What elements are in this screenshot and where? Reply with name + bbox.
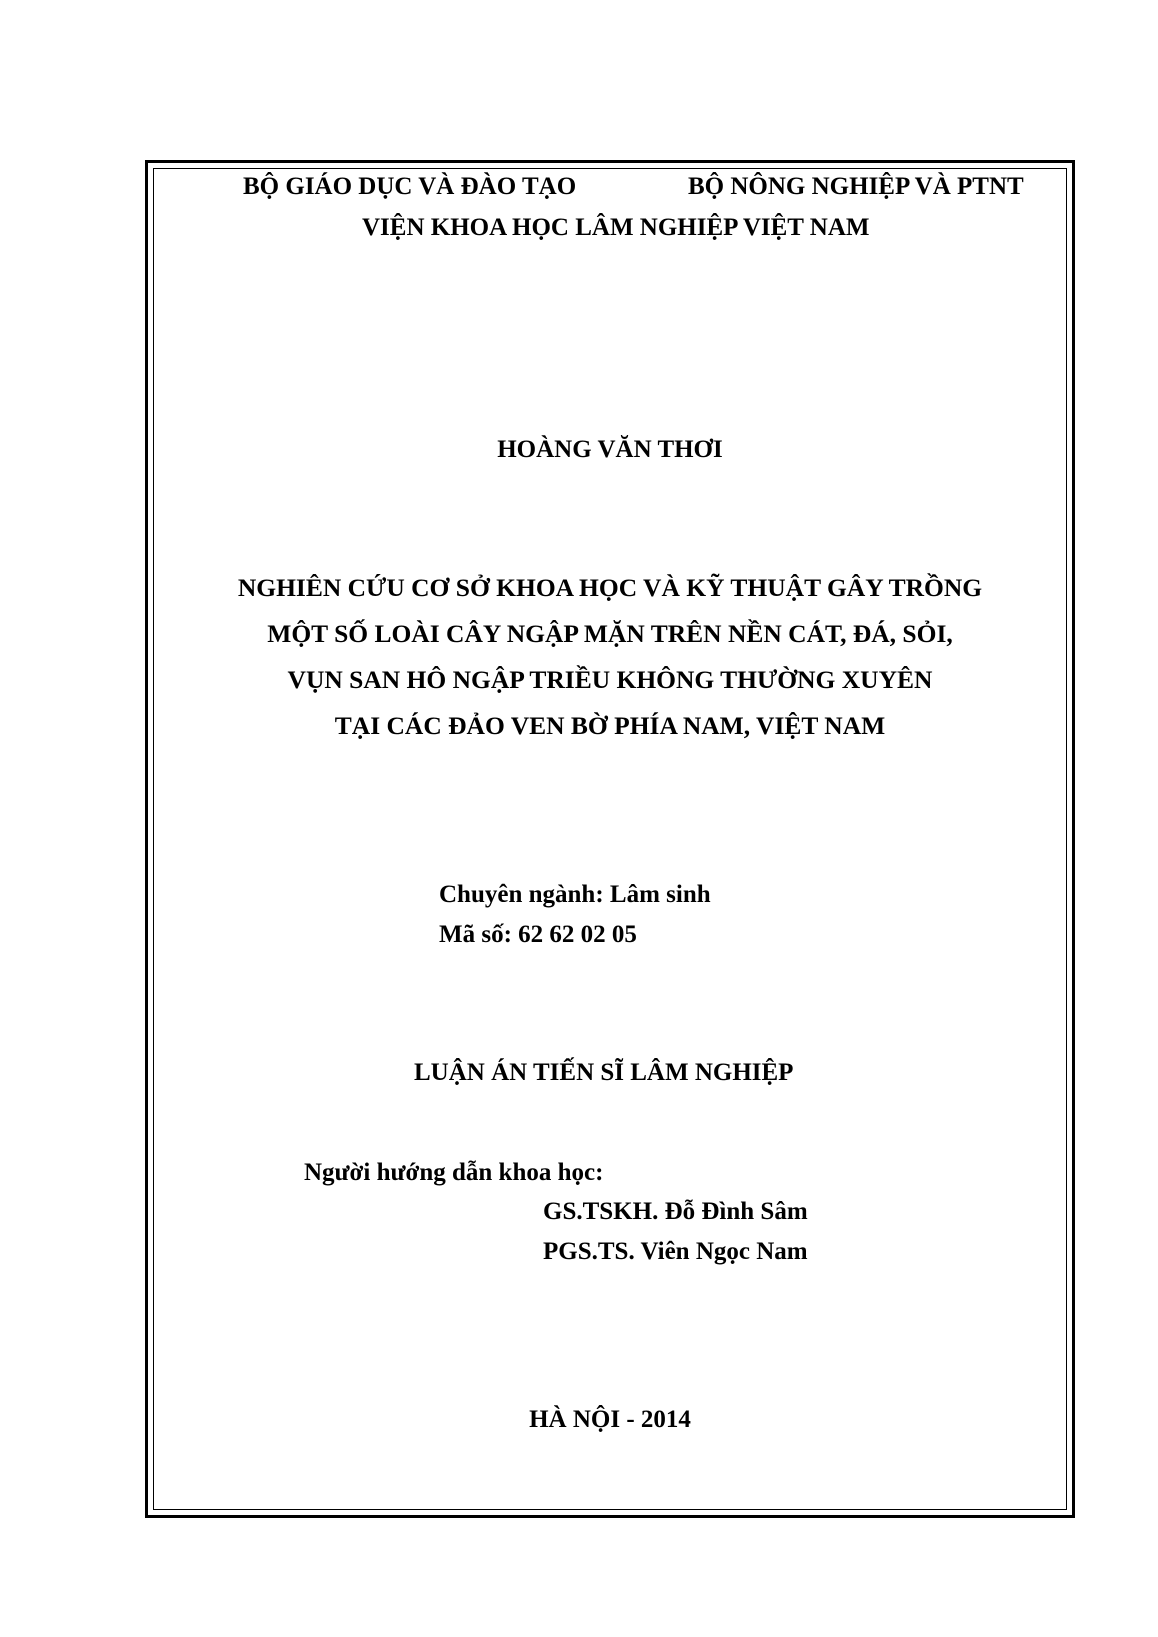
degree-title: LUẬN ÁN TIẾN SĨ LÂM NGHIỆP xyxy=(414,1059,794,1086)
thesis-title-line-2: MỘT SỐ LOÀI CÂY NGẬP MẶN TRÊN NỀN CÁT, ĐÁ, SỎI, xyxy=(267,619,953,648)
institute-name: VIỆN KHOA HỌC LÂM NGHIỆP VIỆT NAM xyxy=(362,214,870,241)
page-border-inner xyxy=(153,168,1067,1510)
supervisor-1: GS.TSKH. Đỗ Đình Sâm xyxy=(543,1198,808,1225)
specialization: Chuyên ngành: Lâm sinh xyxy=(439,881,711,908)
supervisor-2: PGS.TS. Viên Ngọc Nam xyxy=(543,1238,808,1265)
supervisor-label: Người hướng dẫn khoa học: xyxy=(304,1159,604,1186)
thesis-title-line-1: NGHIÊN CỨU CƠ SỞ KHOA HỌC VÀ KỸ THUẬT GÂY TRỒNG xyxy=(237,573,983,602)
ministry-left: BỘ GIÁO DỤC VÀ ĐÀO TẠO xyxy=(243,173,577,200)
thesis-title-line-3: VỤN SAN HÔ NGẬP TRIỀU KHÔNG THƯỜNG XUYÊN xyxy=(287,665,933,694)
place-year: HÀ NỘI - 2014 xyxy=(529,1406,691,1433)
thesis-title-line-4: TẠI CÁC ĐẢO VEN BỜ PHÍA NAM, VIỆT NAM xyxy=(334,711,886,740)
code-number: Mã số: 62 62 02 05 xyxy=(439,921,637,948)
ministry-right: BỘ NÔNG NGHIỆP VÀ PTNT xyxy=(688,173,1024,200)
author-name: HOÀNG VĂN THƠI xyxy=(497,436,723,463)
